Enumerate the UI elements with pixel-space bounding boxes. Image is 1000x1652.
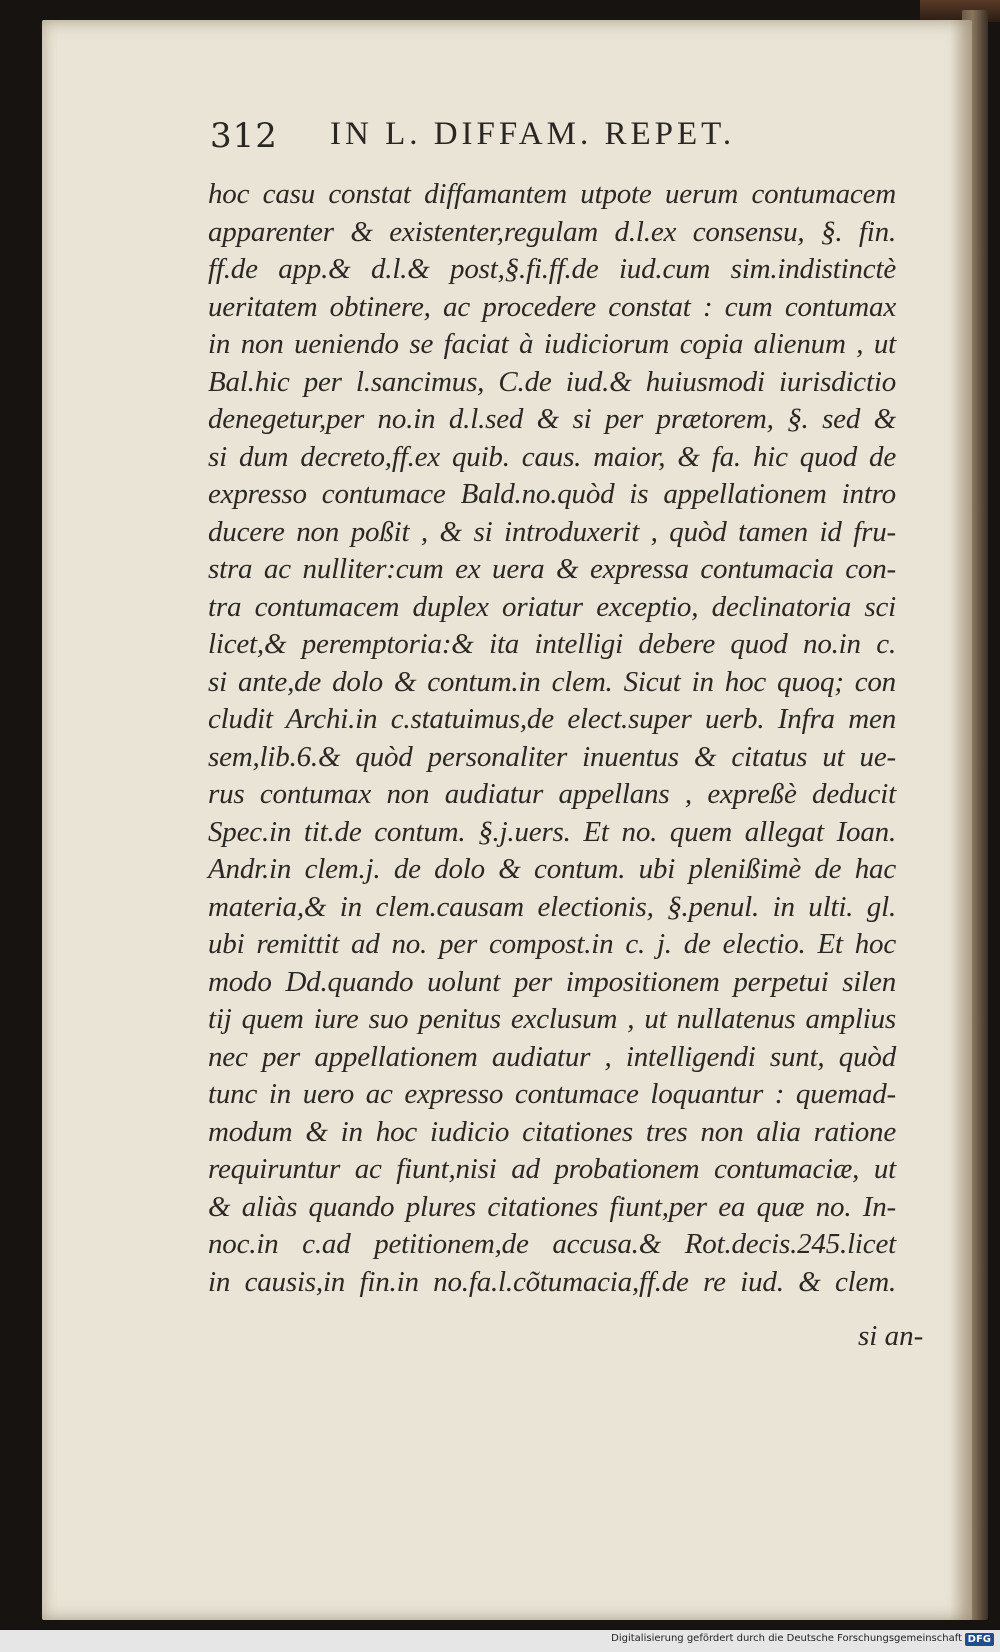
running-title: IN L. DIFFAM. REPET. [330,116,736,152]
page-number: 312 [210,116,278,156]
text-line: apparenter & existenter,regulam d.l.ex consensu, §. fin. [208,215,896,248]
text-line: tij quem iure suo penitus exclusum , ut nullatenus amplius [208,1003,896,1035]
text-line: cludit Archi.in c.statuimus,de elect.super uerb. Infra men [208,703,896,735]
text-line: requiruntur ac fiunt,nisi ad probationem contumaciæ, ut [208,1153,896,1185]
footer-credit: Digitalisierung gefördert durch die Deutsche Forschungsgemeinschaft [611,1633,962,1644]
page-header [210,116,850,170]
text-line: noc.in c.ad petitionem,de accusa.& Rot.decis.245.licet [208,1228,896,1260]
text-line: si ante,de dolo & contum.in clem. Sicut in hoc quoq; con [208,665,896,698]
text-line: modo Dd.quando uolunt per impositionem perpetui silen [208,965,896,998]
page-fold-shadow [950,20,972,1620]
body-text [208,176,908,1301]
text-line: Spec.in tit.de contum. §.j.uers. Et no. quem allegat Ioan. [208,815,896,848]
text-line: ducere non poßit , & si introduxerit , quòd tamen id fru- [208,515,896,548]
text-line: tra contumacem duplex oriatur exceptio, declinatoria sci [208,590,896,623]
footer-bar [0,1630,1000,1652]
text-line: ubi remittit ad no. per compost.in c. j. de electio. Et hoc [208,928,896,960]
text-line: expresso contumace Bald.no.quòd is appellationem intro [208,478,896,510]
text-line: materia,& in clem.causam electionis, §.penul. in ulti. gl. [208,890,896,923]
book-cover-edge-top [920,0,1000,22]
text-line: tunc in uero ac expresso contumace loquantur : quemad- [208,1078,896,1110]
text-line: & aliàs quando plures citationes fiunt,per ea quæ no. In- [208,1190,896,1223]
text-line: Bal.hic per l.sancimus, C.de iud.& huiusmodi iurisdictio [208,365,896,398]
text-line: sem,lib.6.& quòd personaliter inuentus & citatus ut ue- [208,740,896,773]
text-line: nec per appellationem audiatur , intelligendi sunt, quòd [208,1040,896,1073]
text-line: hoc casu constat diffamantem utpote uerum contumacem [208,178,896,210]
text-line: modum & in hoc iudicio citationes tres non alia ratione [208,1115,896,1148]
text-line: in non ueniendo se faciat à iudiciorum copia alienum , ut [208,328,896,360]
text-line: stra ac nulliter:cum ex uera & expressa contumacia con- [208,553,896,585]
dfg-logo: DFG [965,1633,994,1646]
text-line: Andr.in clem.j. de dolo & contum. ubi plenißimè de hac [208,853,896,885]
text-line: si dum decreto,ff.ex quib. caus. maior, & fa. hic quod de [208,440,896,473]
text-line: ff.de app.& d.l.& post,§.fi.ff.de iud.cum sim.indistinctè [208,253,896,285]
catchword: si an- [858,1320,924,1352]
text-line: ueritatem obtinere, ac procedere constat : cum contumax [208,290,896,323]
text-line: in causis,in fin.in no.fa.l.cõtumacia,ff.de re iud. & clem. [208,1265,896,1298]
text-line: rus contumax non audiatur appellans , expreßè deducit [208,778,896,810]
text-line: denegetur,per no.in d.l.sed & si per prætorem, §. sed & [208,403,896,435]
text-line: licet,& peremptoria:& ita intelligi debere quod no.in c. [208,628,896,660]
